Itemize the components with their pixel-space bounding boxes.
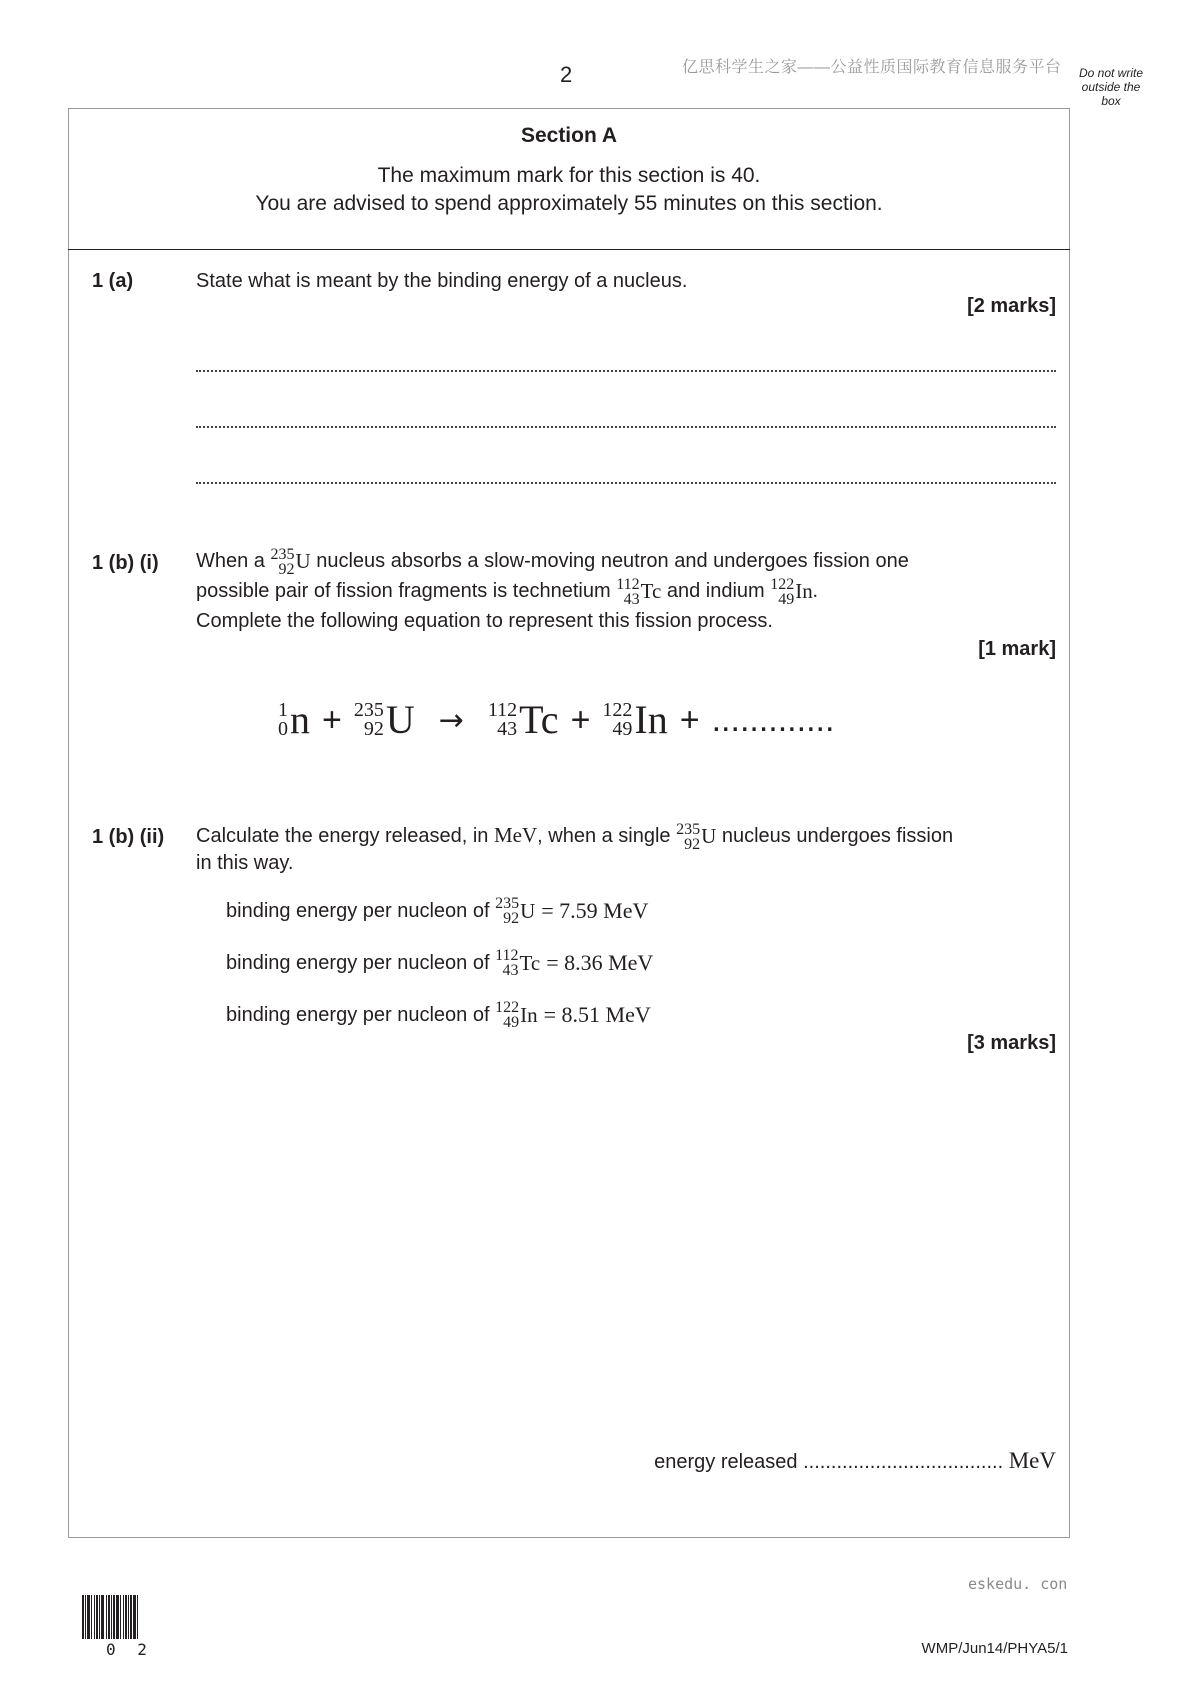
- question-1bii-line1-pre: Calculate the energy released, in: [196, 825, 489, 847]
- section-divider: [68, 249, 1070, 250]
- technetium-112-nuclide: 112 43 Tc: [495, 947, 541, 979]
- barcode-number: 0 2: [106, 1640, 153, 1659]
- energy-released-answer[interactable]: [654, 1448, 1056, 1474]
- neutron-nuclide: 1 0 n: [278, 697, 310, 742]
- question-1bi-line1-pre: When a: [196, 550, 265, 572]
- given-binding-energy-tc112: [226, 948, 653, 978]
- margin-note-line: Do not write: [1078, 66, 1144, 80]
- answer-line[interactable]: [196, 370, 1056, 372]
- answer-line[interactable]: [196, 482, 1056, 484]
- technetium-112-nuclide: 112 43 Tc: [616, 575, 662, 608]
- given-label: binding energy per nucleon of: [226, 1003, 490, 1026]
- uranium-235-nuclide: 235 92 U: [676, 820, 717, 853]
- answer-dots[interactable]: ....................................: [803, 1451, 1004, 1473]
- uranium-235-nuclide: 235 92 U: [495, 895, 536, 927]
- given-label: binding energy per nucleon of: [226, 951, 490, 974]
- margin-note-line: box: [1101, 94, 1121, 108]
- given-value: = 8.36 MeV: [546, 950, 654, 975]
- answer-label: energy released: [654, 1451, 798, 1473]
- section-title: Section A: [520, 124, 618, 147]
- question-1bii-line1-mid: , when a single: [537, 825, 671, 847]
- question-1bi-line3: Complete the following equation to represent this fission process.: [196, 610, 773, 632]
- unit-mev: MeV: [493, 823, 538, 847]
- question-1bii-line2: in this way.: [196, 852, 294, 874]
- uranium-235-nuclide: 235 92 U: [353, 697, 415, 742]
- question-1bi-line1: [196, 546, 909, 577]
- question-1a-text: State what is meant by the binding energy of a nucleus.: [196, 270, 688, 292]
- given-binding-energy-u235: [226, 896, 648, 926]
- barcode-bar: [138, 1595, 139, 1639]
- question-1bi-line2-pre: possible pair of fission fragments is technetium: [196, 580, 611, 602]
- indium-122-nuclide: 122 49 In: [495, 999, 538, 1031]
- uranium-235-nuclide: 235 92 U: [270, 545, 311, 578]
- question-1bi-marks: [1 mark]: [978, 638, 1056, 660]
- question-1bi-line2-post: .: [812, 580, 818, 602]
- question-1bii-marks: [3 marks]: [967, 1032, 1056, 1054]
- indium-122-nuclide: 122 49 In: [602, 697, 668, 742]
- footer-website: eskedu. con: [968, 1575, 1068, 1593]
- question-1a-number: 1 (a): [92, 270, 134, 292]
- barcode-image: [82, 1595, 176, 1639]
- question-1bi-number: 1 (b) (i): [92, 552, 159, 574]
- given-binding-energy-in122: [226, 1000, 651, 1030]
- page-number: 2: [560, 62, 573, 87]
- question-1bii-line1-post: nucleus undergoes fission: [721, 825, 954, 847]
- given-value: = 8.51 MeV: [543, 1002, 651, 1027]
- fission-equation: [278, 697, 835, 742]
- question-1bi-line2-mid: and indium: [666, 580, 765, 602]
- plus-sign: +: [570, 700, 591, 739]
- answer-unit: MeV: [1008, 1448, 1056, 1473]
- answer-line[interactable]: [196, 426, 1056, 428]
- margin-note: [1066, 66, 1156, 108]
- equation-answer-blank[interactable]: .............: [711, 700, 835, 739]
- section-max-mark: The maximum mark for this section is 40.: [377, 164, 761, 187]
- question-1bii-line1: [196, 820, 953, 852]
- plus-sign: +: [322, 700, 342, 739]
- indium-122-nuclide: 122 49 In: [770, 575, 813, 608]
- plus-sign: +: [679, 700, 700, 739]
- given-label: binding energy per nucleon of: [226, 899, 490, 922]
- technetium-112-nuclide: 112 43 Tc: [487, 697, 559, 742]
- watermark-text: 亿思科学生之家——公益性质国际教育信息服务平台: [682, 59, 1062, 76]
- question-1a-marks: [2 marks]: [967, 295, 1056, 317]
- section-time-advice: You are advised to spend approximately 55 minutes on this section.: [255, 192, 883, 215]
- question-1bi-line1-post: nucleus absorbs a slow-moving neutron and undergoes fission one: [316, 550, 909, 572]
- question-1bii-number: 1 (b) (ii): [92, 826, 165, 848]
- question-1bi-line2: [196, 576, 818, 607]
- given-value: = 7.59 MeV: [541, 898, 649, 923]
- margin-note-line: outside the: [1081, 80, 1141, 94]
- reaction-arrow: →: [438, 702, 464, 738]
- paper-reference-code: WMP/Jun14/PHYA5/1: [921, 1640, 1068, 1657]
